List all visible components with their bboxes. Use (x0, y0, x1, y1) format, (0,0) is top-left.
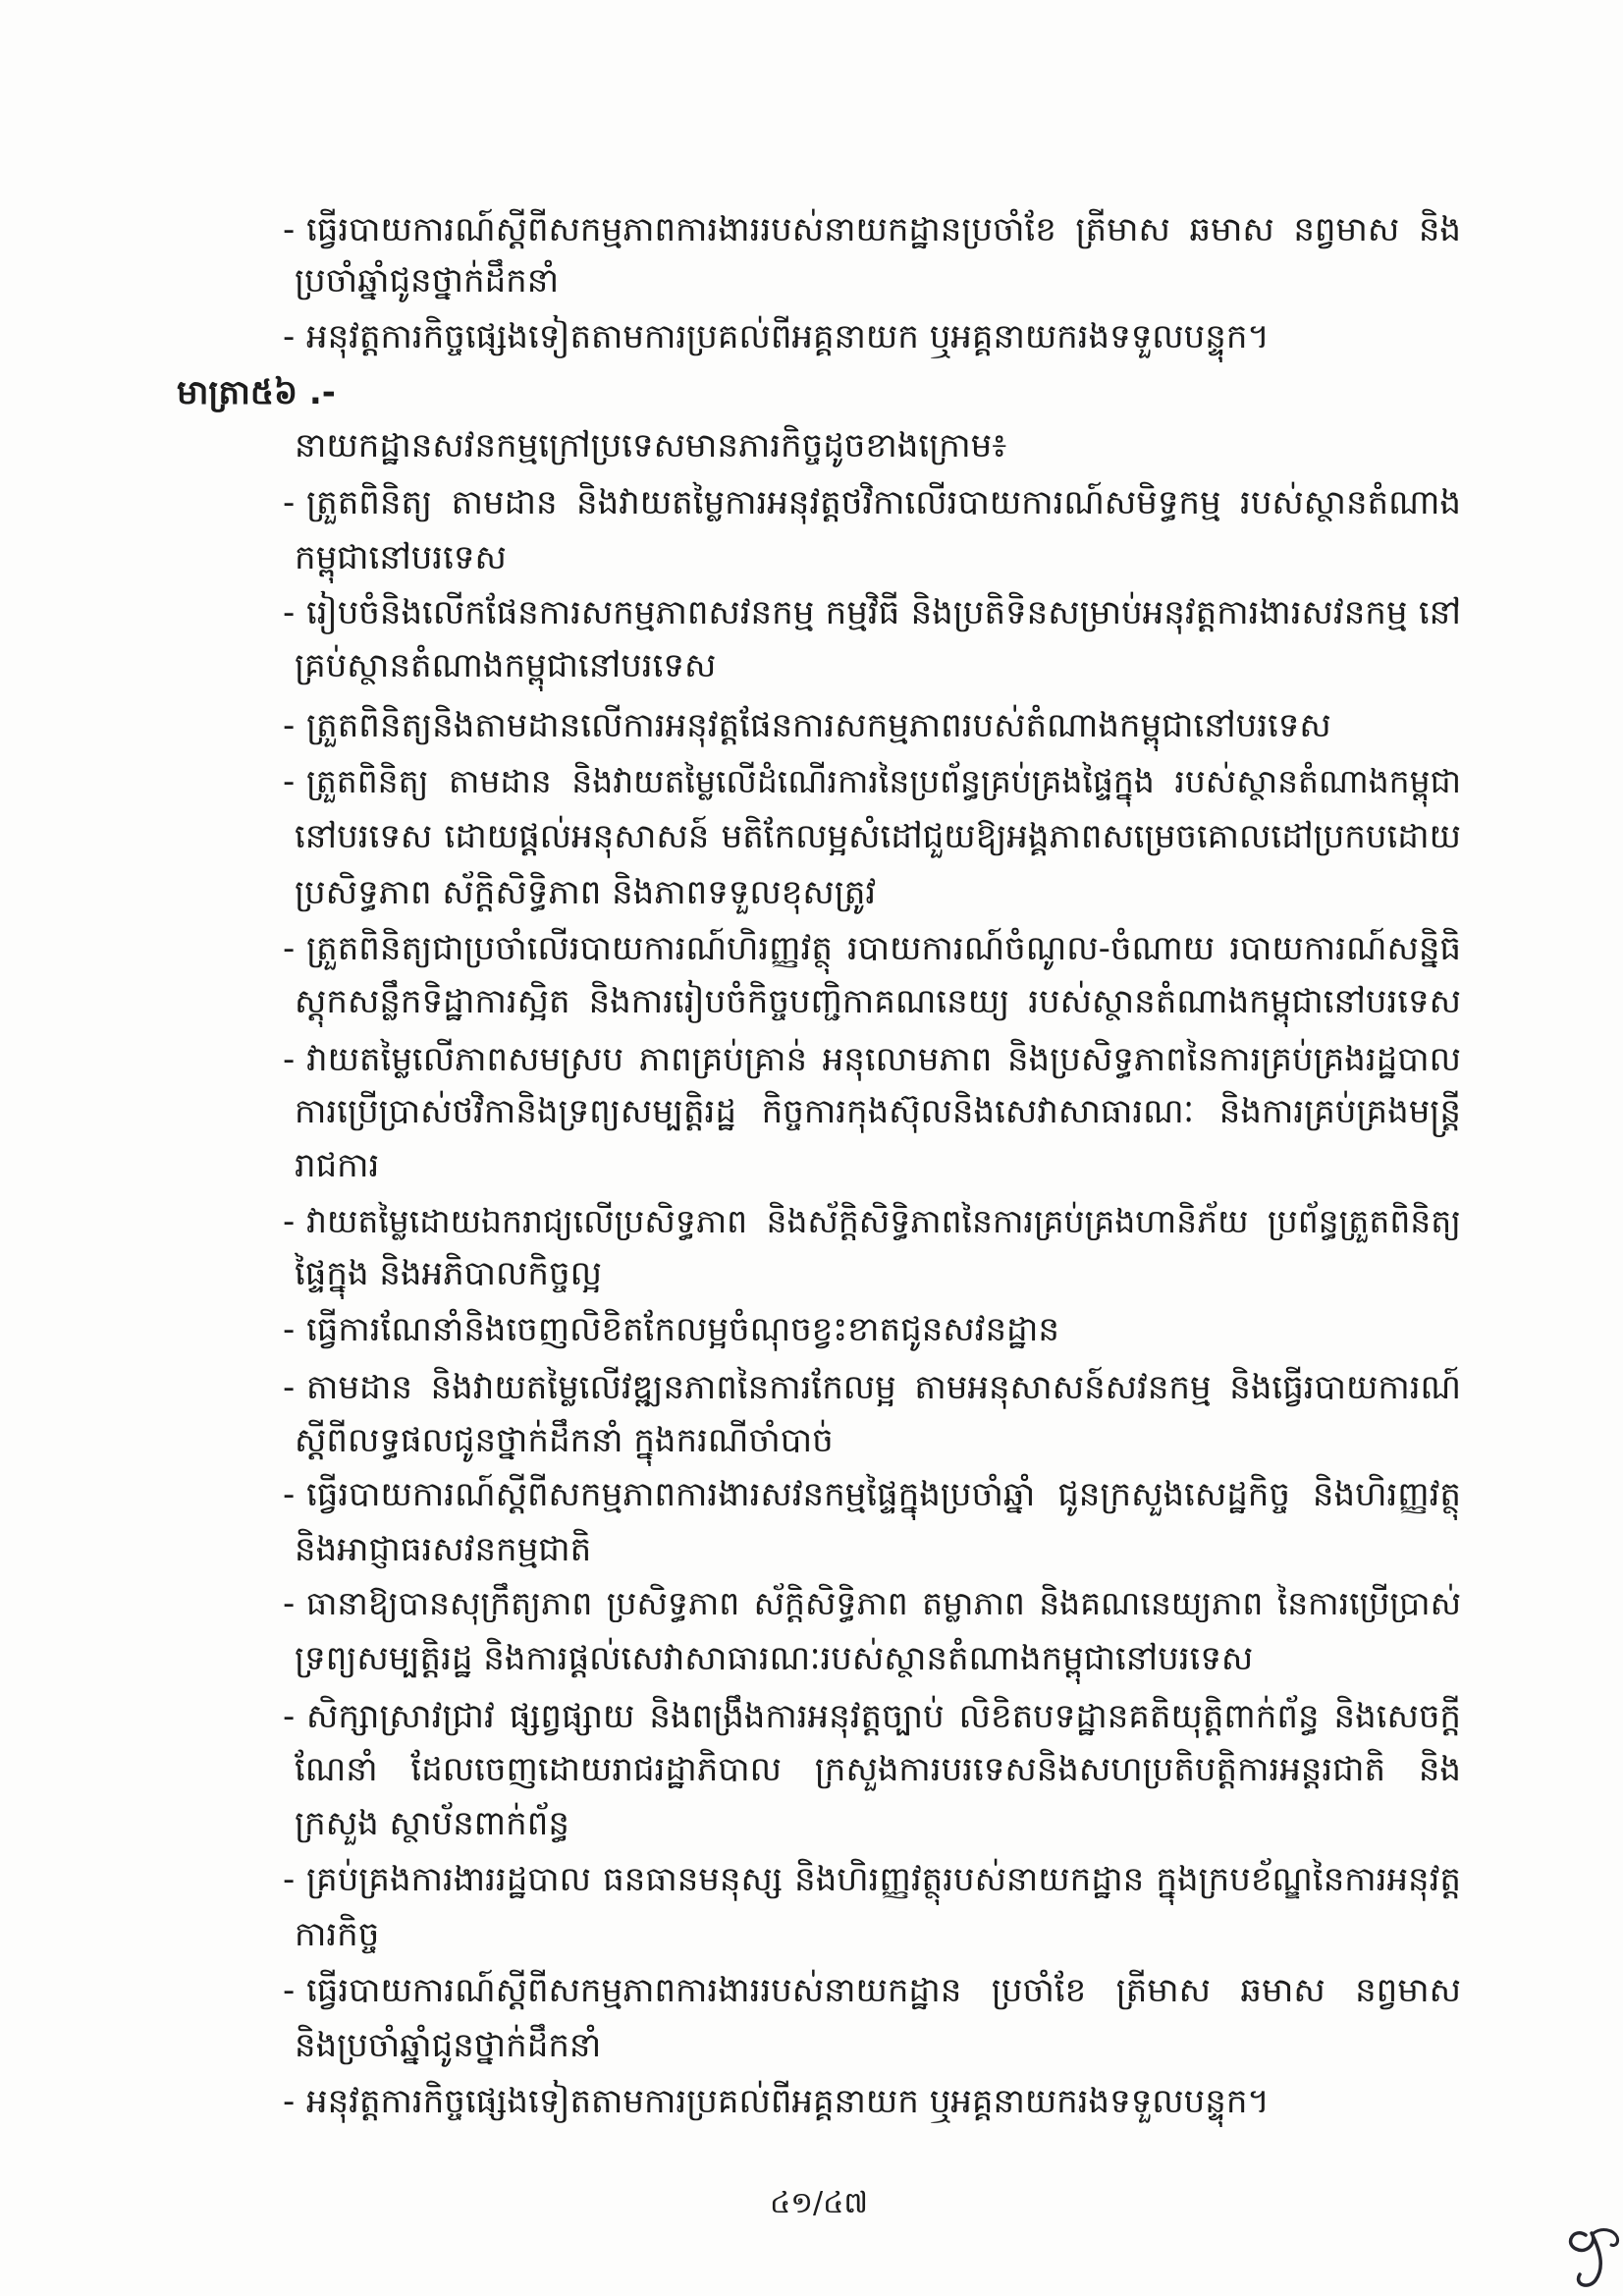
list-item-line: ការកិច្ច (295, 1915, 380, 1954)
list-marker: - (283, 593, 296, 632)
list-marker: - (283, 210, 296, 249)
list-item-line: វាយតម្លៃលើភាពសមស្រប ភាពគ្រប់គ្រាន់ អនុលោមភាព និងប្រសិទ្ធភាពនៃការគ្រប់គ្រងរដ្ឋបាល (306, 1040, 1461, 1079)
list-marker: - (283, 1310, 296, 1349)
list-item-line: ធ្វើការណែនាំនិងចេញលិខិតកែលម្អចំណុចខ្វះខាតជូនសវនដ្ឋាន (306, 1310, 1059, 1349)
list-item-line: រៀបចំនិងលើកផែនការសកម្មភាពសវនកម្ម កម្មវិធី និងប្រតិទិនសម្រាប់អនុវត្តការងារសវនកម្ម នៅ (306, 593, 1461, 632)
list-item-line: នៅបរទេស ដោយផ្តល់អនុសាសន៍ មតិកែលម្អសំដៅជួយឱ្យអង្គភាពសម្រេចគោលដៅប្រកបដោយ (295, 817, 1461, 856)
list-marker: - (283, 2082, 296, 2121)
list-item-line: ការប្រើប្រាស់ថវិកានិងទ្រព្យសម្បត្តិរដ្ឋ កិច្ចការកុងស៊ុលនិងសេវាសាធារណៈ និងការគ្រប់គ្រងមន្ត្រី (295, 1092, 1461, 1131)
list-item-line: និងប្រចាំឆ្នាំជូនថ្នាក់ដឹកនាំ (295, 2026, 602, 2065)
list-item-line: អនុវត្តការកិច្ចផ្សេងទៀតតាមការប្រគល់ពីអគ្គនាយក ឬអគ្គនាយករងទទួលបន្ទុក។ (306, 317, 1270, 356)
list-marker: - (283, 929, 296, 968)
list-marker: - (283, 1971, 296, 2010)
list-marker: - (283, 1202, 296, 1241)
list-item-line: សិក្សាស្រាវជ្រាវ ផ្សព្វផ្សាយ និងពង្រឹងការអនុវត្តច្បាប់ លិខិតបទដ្ឋានគតិយុត្តិពាក់ព័ន្ធ និងសេចក្តី (306, 1697, 1461, 1736)
list-marker: - (283, 706, 296, 745)
list-item-line: ត្រួតពិនិត្យជាប្រចាំលើរបាយការណ៍ហិរញ្ញវត្ថុ របាយការណ៍ចំណូល-ចំណាយ របាយការណ៍សន្និធិ (306, 929, 1461, 968)
list-marker: - (283, 1697, 296, 1736)
list-marker: - (283, 1475, 296, 1514)
list-marker: - (283, 1368, 296, 1407)
list-marker: - (283, 483, 296, 522)
list-marker: - (283, 1860, 296, 1899)
list-marker: - (283, 762, 296, 801)
list-marker: - (283, 317, 296, 356)
list-item-line: ទ្រព្យសម្បត្តិរដ្ឋ និងការផ្តល់សេវាសាធារណៈរបស់ស្ថានតំណាងកម្ពុជានៅបរទេស (295, 1639, 1254, 1678)
list-item-line: គ្រប់គ្រងការងាររដ្ឋបាល ធនធានមនុស្ស និងហិរញ្ញវត្ថុរបស់នាយកដ្ឋាន ក្នុងក្របខ័ណ្ឌនៃការអនុវត្ត (306, 1860, 1461, 1899)
list-item-line: ស្តុកសន្លឹកទិដ្ឋាការស្អិត និងការរៀបចំកិច្ចបញ្ជិកាគណនេយ្យ របស់ស្ថានតំណាងកម្ពុជានៅបរទេស (295, 982, 1461, 1021)
handwritten-initial (1556, 2221, 1623, 2292)
list-item-line: ណែនាំ ដែលចេញដោយរាជរដ្ឋាភិបាល ក្រសួងការបរទេសនិងសហប្រតិបត្តិការអន្តរជាតិ និង (295, 1750, 1461, 1789)
list-item-line: ផ្ទៃក្នុង និងអភិបាលកិច្ចល្អ (295, 1254, 602, 1293)
list-item-line: តាមដាន និងវាយតម្លៃលើវឌ្ឍនភាពនៃការកែលម្អ តាមអនុសាសន៍សវនកម្ម និងធ្វើរបាយការណ៍ (306, 1368, 1461, 1407)
page-number: ៤១/៤៧ (770, 2186, 868, 2220)
list-item-line: ត្រួតពិនិត្យនិងតាមដានលើការអនុវត្តផែនការសកម្មភាពរបស់តំណាងកម្ពុជានៅបរទេស (306, 706, 1331, 745)
list-item-line: ប្រសិទ្ធភាព ស័ក្តិសិទ្ធិភាព និងភាពទទួលខុសត្រូវ (295, 873, 877, 912)
list-item-line: និងអាជ្ញាធរសវនកម្មជាតិ (295, 1530, 592, 1569)
list-item-line: ក្រសួង ស្ថាប័នពាក់ព័ន្ធ (295, 1804, 569, 1843)
list-item-line: ធានាឱ្យបានសុក្រឹត្យភាព ប្រសិទ្ធភាព ស័ក្តិសិទ្ធិភាព តម្លាភាព និងគណនេយ្យភាព នៃការប្រើប្រាស់ (306, 1584, 1461, 1622)
list-item-line: ធ្វើរបាយការណ៍ស្តីពីសកម្មភាពការងាររបស់នាយកដ្ឋានប្រចាំខែ ត្រីមាស ឆមាស នព្វមាស និង (306, 210, 1461, 249)
list-item-line: កម្ពុជានៅបរទេស (295, 538, 507, 577)
article-intro: នាយកដ្ឋានសវនកម្មក្រៅប្រទេសមានភារកិច្ចដូចខាងក្រោម៖ (295, 426, 1007, 465)
list-item-line: ត្រួតពិនិត្យ តាមដាន និងវាយតម្លៃលើដំណើរការនៃប្រព័ន្ធគ្រប់គ្រងផ្ទៃក្នុង របស់ស្ថានតំណាងកម្ពុជា (306, 762, 1461, 800)
list-item-line: ធ្វើរបាយការណ៍ស្តីពីសកម្មភាពការងារសវនកម្មផ្ទៃក្នុងប្រចាំឆ្នាំ ជូនក្រសួងសេដ្ឋកិច្ច និងហិរញ្ញវត្ថុ (306, 1475, 1461, 1514)
list-item-line: ស្តីពីលទ្ធផលជូនថ្នាក់ដឹកនាំ ក្នុងករណីចាំបាច់ (295, 1421, 834, 1460)
article-heading: មាត្រា៥៦ .- (177, 373, 336, 412)
list-marker: - (283, 1584, 296, 1623)
list-item-line: ធ្វើរបាយការណ៍ស្តីពីសកម្មភាពការងាររបស់នាយកដ្ឋាន ប្រចាំខែ ត្រីមាស ឆមាស នព្វមាស (306, 1971, 1461, 2010)
list-item-line: វាយតម្លៃដោយឯករាជ្យលើប្រសិទ្ធភាព និងស័ក្តិសិទ្ធិភាពនៃការគ្រប់គ្រងហានិភ័យ ប្រព័ន្ធត្រួតពិនិត្យ (306, 1202, 1461, 1240)
list-item-line: គ្រប់ស្ថានតំណាងកម្ពុជានៅបរទេស (295, 646, 717, 685)
list-item-line: ប្រចាំឆ្នាំជូនថ្នាក់ដឹកនាំ (295, 261, 560, 301)
list-item-line: អនុវត្តការកិច្ចផ្សេងទៀតតាមការប្រគល់ពីអគ្គនាយក ឬអគ្គនាយករងទទួលបន្ទុក។ (306, 2082, 1270, 2121)
list-item-line: រាជការ (295, 1146, 380, 1185)
list-item-line: ត្រួតពិនិត្យ តាមដាន និងវាយតម្លៃការអនុវត្តថវិកាលើរបាយការណ៍សមិទ្ធកម្ម របស់ស្ថានតំណាង (306, 483, 1461, 522)
list-marker: - (283, 1040, 296, 1079)
